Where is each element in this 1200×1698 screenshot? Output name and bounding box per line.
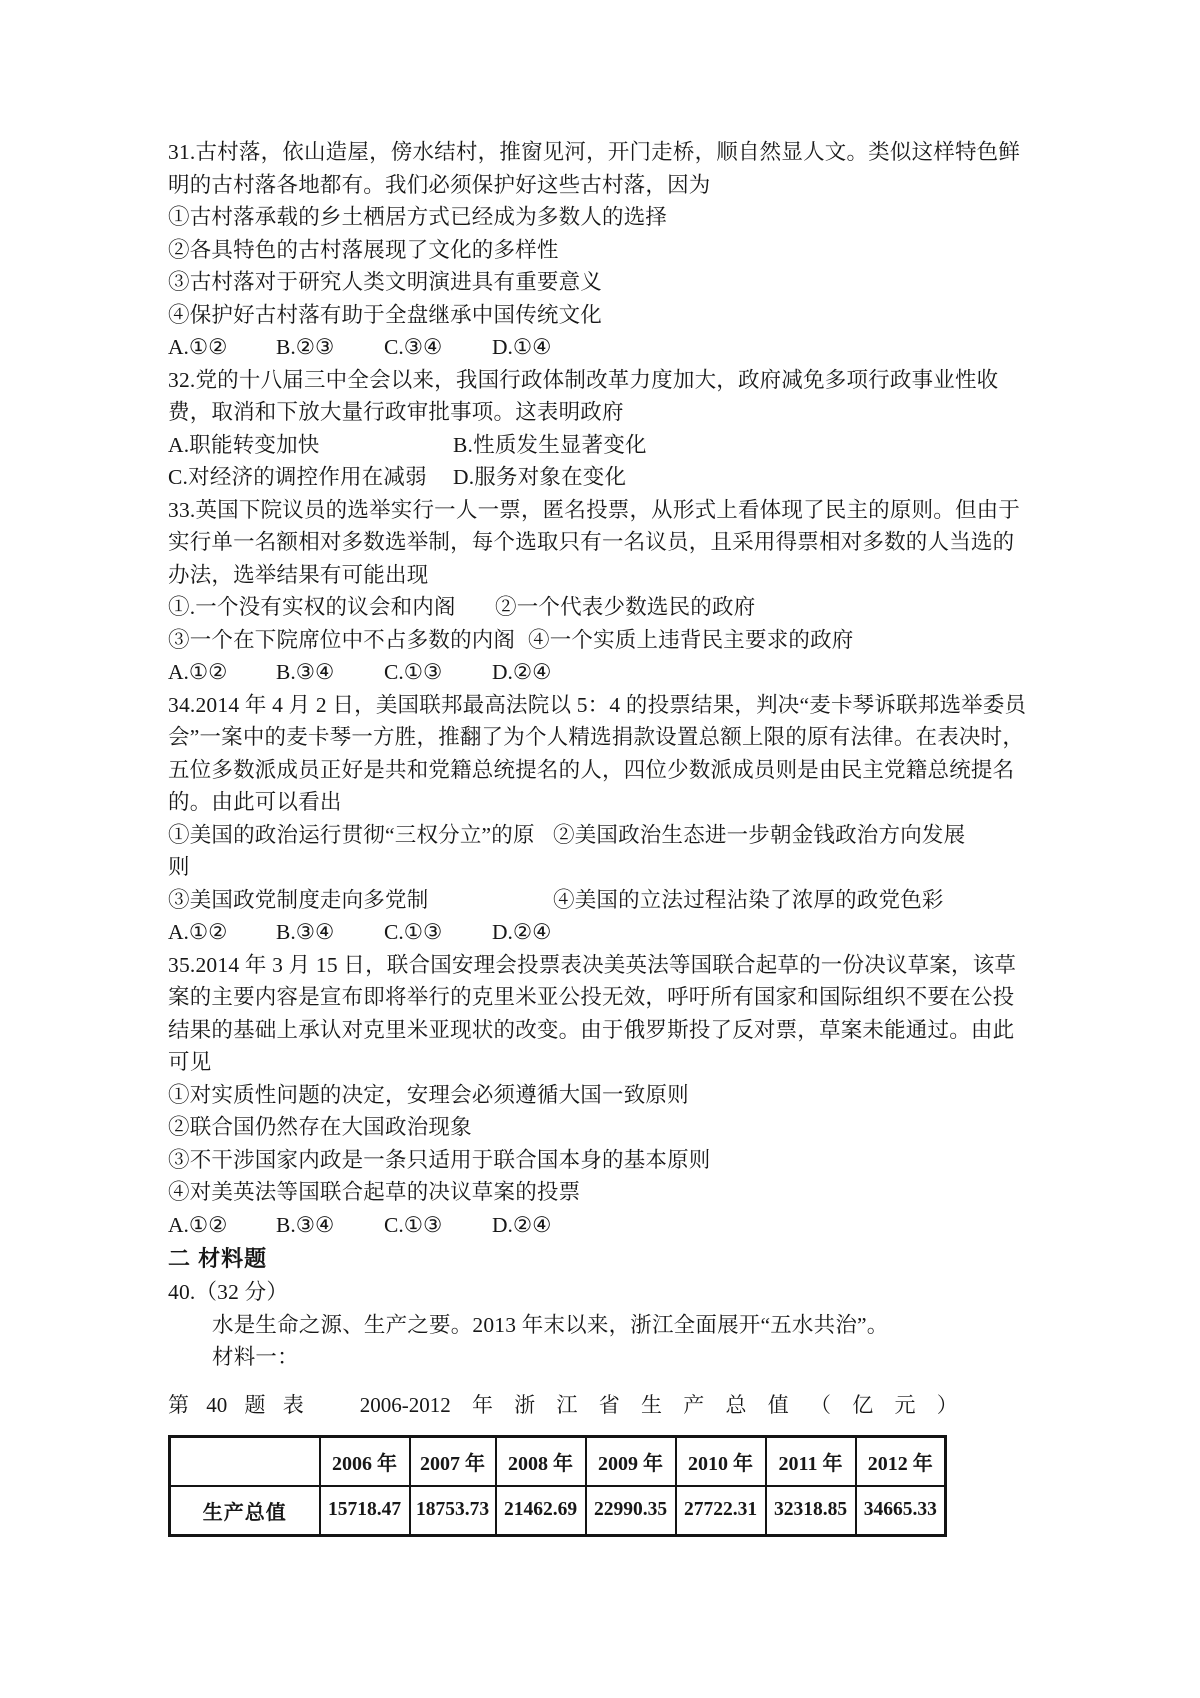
question-40-header: 40.（32 分） <box>168 1280 289 1304</box>
gdp-table-year-header: 2006 年 <box>320 1436 410 1486</box>
gdp-table-year-header: 2010 年 <box>676 1436 766 1486</box>
option-item-4: ④美国的立法过程沾染了浓厚的政党色彩 <box>553 887 944 912</box>
question-35-item: ③不干涉国家内政是一条只适用于联合国本身的基本原则 <box>168 1147 711 1172</box>
gdp-table-header-row <box>170 1436 946 1486</box>
question-35-item: ①对实质性问题的决定，安理会必须遵循大国一致原则 <box>168 1082 689 1107</box>
answer-choice-c: C.①③ <box>384 920 443 944</box>
answer-choice-d: D.服务对象在变化 <box>453 465 627 489</box>
answer-choice-c: C.对经济的调控作用在减弱 <box>168 465 427 489</box>
option-item-2: ②一个代表少数选民的政府 <box>495 595 756 619</box>
question-33-stem-line: 实行单一名额相对多数选举制，每个选取只有一名议员，且采用得票相对多数的人当选的 <box>168 530 1015 554</box>
question-32-stem-line: 费，取消和下放大量行政审批事项。这表明政府 <box>168 400 624 424</box>
option-item-1: ①美国的政治运行贯彻“三权分立”的原则 <box>168 822 535 879</box>
question-32-option-row <box>168 429 1040 462</box>
gdp-table-row-label: 生产总值 <box>170 1486 320 1536</box>
answer-choice-c: C.①③ <box>384 1212 443 1237</box>
question-31-item: ③古村落对于研究人类文明演进具有重要意义 <box>168 270 603 294</box>
answer-choice-c: C.③④ <box>384 335 443 359</box>
gdp-value-cell: 18753.73 <box>410 1486 496 1536</box>
answer-choice-a: A.①② <box>168 660 228 684</box>
question-34-stem-line: 34.2014 年 4 月 2 日，美国联邦最高法院以 5：4 的投票结果，判决“麦卡琴诉联邦选举委员 <box>168 692 1027 717</box>
question-31-stem-line: 31.古村落，依山造屋，傍水结村，推窗见河，开门走桥，顺自然显人文。类似这样特色鲜 <box>168 140 1021 164</box>
question-35-stem-line: 可见 <box>168 1050 212 1074</box>
material-one-label: 材料一： <box>212 1345 299 1369</box>
gdp-value-cell: 15718.47 <box>320 1486 410 1536</box>
gdp-value-cell: 21462.69 <box>496 1486 586 1536</box>
answer-choice-c: C.①③ <box>384 660 443 684</box>
gdp-table-year-header: 2011 年 <box>766 1436 856 1486</box>
question-33-stem-line: 33.英国下院议员的选举实行一人一票，匿名投票，从形式上看体现了民主的原则。但由于 <box>168 497 1021 522</box>
answer-choice-a: A.①② <box>168 1212 228 1237</box>
answer-choice-b: B.③④ <box>276 920 335 944</box>
answer-choice-d: D.②④ <box>492 660 552 684</box>
question-40-intro: 水是生命之源、生产之要。2013 年末以来，浙江全面展开“五水共治”。 <box>212 1312 889 1337</box>
gdp-table-title <box>168 1389 1040 1422</box>
question-34-stem-line: 的。由此可以看出 <box>168 790 342 814</box>
question-31-item: ②各具特色的古村落展现了文化的多样性 <box>168 237 559 262</box>
question-35-stem-line: 案的主要内容是宣布即将举行的克里米亚公投无效，呼吁所有国家和国际组织不要在公投 <box>168 985 1015 1009</box>
option-item-3: ③一个在下院席位中不占多数的内阁 <box>168 627 516 652</box>
option-item-4: ④一个实质上违背民主要求的政府 <box>528 627 854 652</box>
question-31-item: ④保护好古村落有助于全盘继承中国传统文化 <box>168 302 603 327</box>
question-40 <box>168 1276 1040 1537</box>
section-two-heading: 二 材料题 <box>168 1246 268 1271</box>
gdp-value-cell: 34665.33 <box>856 1486 946 1536</box>
gdp-value-cell: 32318.85 <box>766 1486 856 1536</box>
question-35-answer-row <box>168 1209 1040 1242</box>
answer-choice-d: D.②④ <box>492 920 552 944</box>
question-35 <box>168 949 1040 1242</box>
question-34-stem-line: 会”一案中的麦卡琴一方胜，推翻了为个人精选捐款设置总额上限的原有法律。在表决时， <box>168 725 1025 749</box>
question-32-option-row <box>168 461 1040 494</box>
option-item-3: ③美国政党制度走向多党制 <box>168 887 429 912</box>
gdp-table-year-header: 2009 年 <box>586 1436 676 1486</box>
gdp-table-year-header: 2012 年 <box>856 1436 946 1486</box>
question-34-option-row <box>168 884 1040 917</box>
answer-choice-b: B.②③ <box>276 335 335 359</box>
gdp-table-title-label: 第 40 题 表 <box>168 1392 304 1417</box>
question-33-option-row <box>168 624 1040 657</box>
gdp-table-value-row <box>170 1486 946 1536</box>
answer-choice-a: A.①② <box>168 335 228 359</box>
answer-choice-a: A.职能转变加快 <box>168 432 320 457</box>
question-35-item: ④对美英法等国联合起草的决议草案的投票 <box>168 1180 581 1204</box>
answer-choice-b: B.③④ <box>276 660 335 684</box>
question-33-option-row <box>168 591 1040 624</box>
question-34-answer-row <box>168 916 1040 949</box>
document-body <box>168 136 1040 1537</box>
question-31-answer-row <box>168 331 1040 364</box>
question-33-answer-row <box>168 656 1040 689</box>
question-34-stem-line: 五位多数派成员正好是共和党籍总统提名的人，四位少数派成员则是由民主党籍总统提名 <box>168 757 1015 782</box>
answer-choice-d: D.①④ <box>492 335 552 359</box>
question-31-item: ①古村落承载的乡土栖居方式已经成为多数人的选择 <box>168 205 668 229</box>
question-33-stem-line: 办法，选举结果有可能出现 <box>168 562 429 587</box>
gdp-table <box>168 1435 947 1537</box>
question-32-stem-line: 32.党的十八届三中全会以来，我国行政体制改革力度加大，政府减免多项行政事业性收 <box>168 367 999 392</box>
gdp-table-year-header: 2008 年 <box>496 1436 586 1486</box>
question-35-item: ②联合国仍然存在大国政治现象 <box>168 1115 472 1139</box>
question-34 <box>168 689 1040 949</box>
question-31 <box>168 136 1040 364</box>
gdp-table-title-text: 2006-2012 年 浙 江 省 生 产 总 值 （ 亿 元 ） <box>359 1392 958 1417</box>
question-33 <box>168 494 1040 689</box>
question-35-stem-line: 结果的基础上承认对克里米亚现状的改变。由于俄罗斯投了反对票，草案未能通过。由此 <box>168 1017 1015 1042</box>
gdp-table-corner-cell <box>170 1436 320 1486</box>
answer-choice-a: A.①② <box>168 920 228 944</box>
gdp-value-cell: 27722.31 <box>676 1486 766 1536</box>
gdp-table-year-header: 2007 年 <box>410 1436 496 1486</box>
question-34-option-row <box>168 819 1040 884</box>
question-35-stem-line: 35.2014 年 3 月 15 日，联合国安理会投票表决美英法等国联合起草的一份决议草案，该草 <box>168 952 1017 977</box>
question-31-stem-line: 明的古村落各地都有。我们必须保护好这些古村落，因为 <box>168 172 711 197</box>
answer-choice-b: B.性质发生显著变化 <box>453 432 647 457</box>
gdp-value-cell: 22990.35 <box>586 1486 676 1536</box>
answer-choice-b: B.③④ <box>276 1212 335 1237</box>
answer-choice-d: D.②④ <box>492 1212 552 1237</box>
option-item-2: ②美国政治生态进一步朝金钱政治方向发展 <box>553 822 966 847</box>
option-item-1: ①.一个没有实权的议会和内阁 <box>168 595 456 619</box>
question-32 <box>168 364 1040 494</box>
